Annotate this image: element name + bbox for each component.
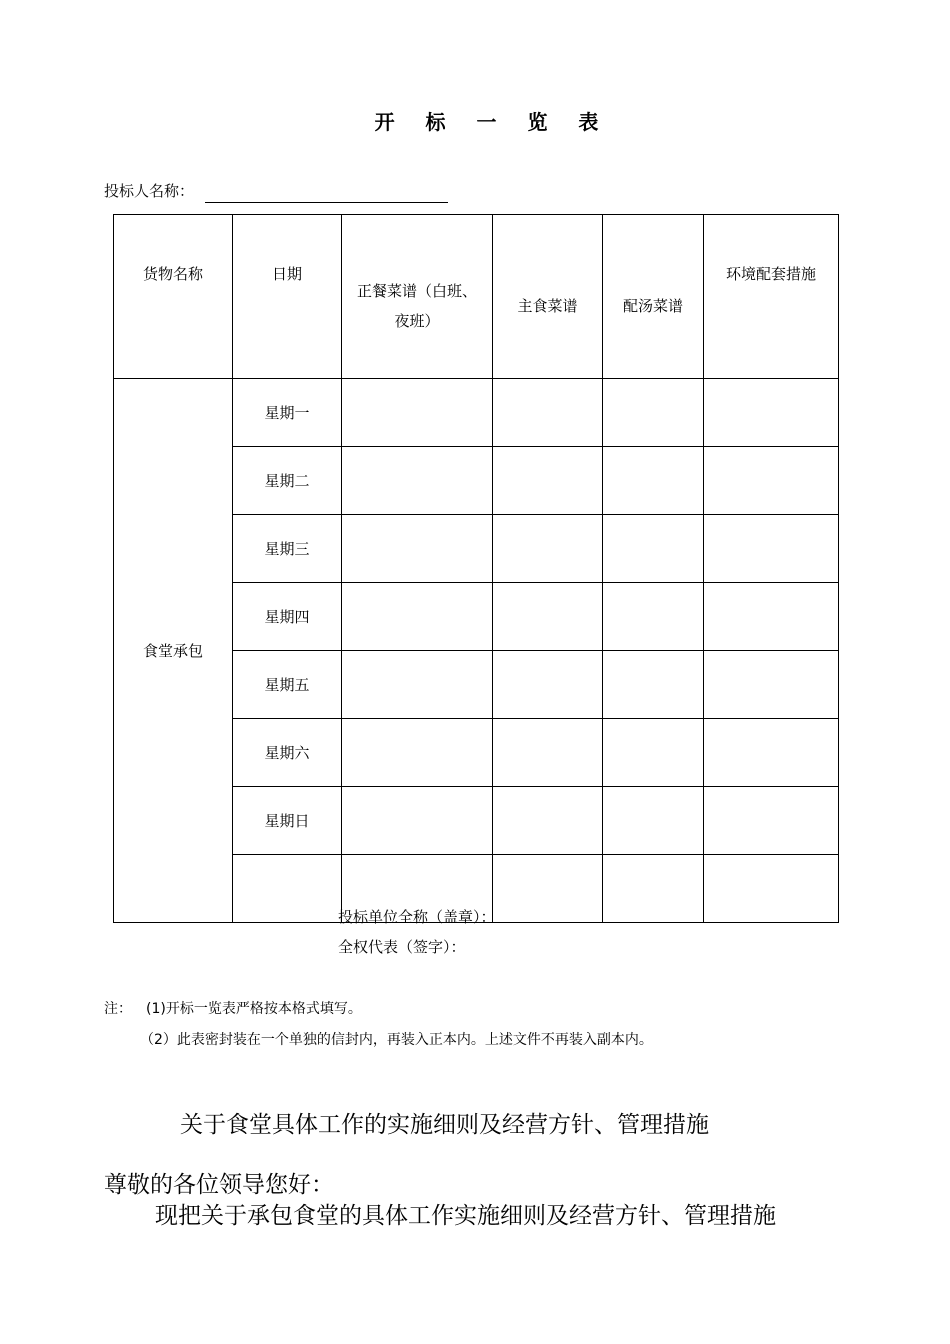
greeting: 尊敬的各位领导您好：: [104, 1172, 334, 1198]
main-menu-cell[interactable]: [342, 379, 493, 447]
environment-cell[interactable]: [704, 719, 839, 787]
environment-cell[interactable]: [704, 515, 839, 583]
bidder-name-label: 投标人名称：: [104, 182, 195, 200]
day-cell: 星期一: [233, 379, 342, 447]
header-soup-menu: 配汤菜谱: [603, 215, 704, 379]
table-header-row: [114, 215, 839, 379]
soup-menu-cell[interactable]: [603, 379, 704, 447]
soup-menu-cell[interactable]: [603, 787, 704, 855]
soup-menu-cell[interactable]: [603, 855, 704, 923]
day-cell: 星期日: [233, 787, 342, 855]
day-cell: 星期六: [233, 719, 342, 787]
goods-name-cell: 食堂承包: [114, 379, 233, 923]
main-menu-cell[interactable]: [342, 447, 493, 515]
staple-menu-cell[interactable]: [493, 651, 603, 719]
main-menu-cell[interactable]: [342, 719, 493, 787]
bidder-unit-seal-label: 投标单位全称（盖章）：: [338, 908, 496, 926]
day-cell: 星期五: [233, 651, 342, 719]
soup-menu-cell[interactable]: [603, 583, 704, 651]
header-staple-menu: 主食菜谱: [493, 215, 603, 379]
environment-cell[interactable]: [704, 855, 839, 923]
header-main-menu-text: 正餐菜谱（白班、夜班）: [356, 281, 477, 330]
staple-menu-cell[interactable]: [493, 855, 603, 923]
environment-cell[interactable]: [704, 447, 839, 515]
staple-menu-cell[interactable]: [493, 447, 603, 515]
environment-cell[interactable]: [704, 379, 839, 447]
soup-menu-cell[interactable]: [603, 651, 704, 719]
table-row: [114, 379, 839, 447]
main-menu-cell[interactable]: [342, 651, 493, 719]
day-cell: 星期三: [233, 515, 342, 583]
main-menu-cell[interactable]: [342, 515, 493, 583]
note-prefix: 注：: [104, 1001, 132, 1017]
staple-menu-cell[interactable]: [493, 719, 603, 787]
staple-menu-cell[interactable]: [493, 583, 603, 651]
header-environment: 环境配套措施: [704, 215, 839, 379]
section-title: 关于食堂具体工作的实施细则及经营方针、管理措施: [180, 1112, 709, 1138]
day-cell: 星期二: [233, 447, 342, 515]
header-goods-name: 货物名称: [114, 215, 233, 379]
environment-cell[interactable]: [704, 583, 839, 651]
soup-menu-cell[interactable]: [603, 719, 704, 787]
body-paragraph: 现把关于承包食堂的具体工作实施细则及经营方针、管理措施: [155, 1203, 776, 1229]
day-cell: 星期四: [233, 583, 342, 651]
header-main-menu: [342, 215, 493, 379]
environment-cell[interactable]: [704, 787, 839, 855]
bid-table: [113, 214, 839, 923]
representative-sign-label: 全权代表（签字）：: [338, 938, 466, 956]
soup-menu-cell[interactable]: [603, 447, 704, 515]
staple-menu-cell[interactable]: [493, 787, 603, 855]
staple-menu-cell[interactable]: [493, 515, 603, 583]
staple-menu-cell[interactable]: [493, 379, 603, 447]
environment-cell[interactable]: [704, 651, 839, 719]
bidder-name-field[interactable]: [205, 202, 448, 203]
note-1: (1)开标一览表严格按本格式填写。: [146, 1001, 362, 1017]
day-cell: [233, 855, 342, 923]
soup-menu-cell[interactable]: [603, 515, 704, 583]
main-menu-cell[interactable]: [342, 787, 493, 855]
table-right-border: [836, 214, 839, 871]
main-menu-cell[interactable]: [342, 583, 493, 651]
page-title: 开 标 一 览 表: [374, 110, 611, 134]
note-2: （2）此表密封装在一个单独的信封内，再装入正本内。上述文件不再装入副本内。: [140, 1032, 653, 1048]
header-date: 日期: [233, 215, 342, 379]
